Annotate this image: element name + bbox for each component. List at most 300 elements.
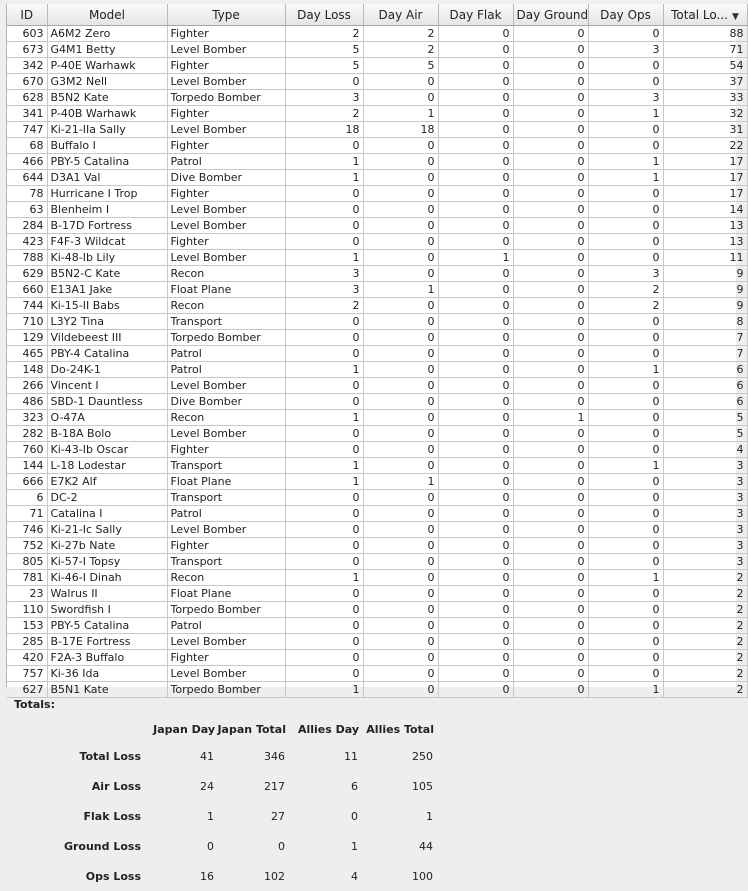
table-cell: Level Bomber [167, 42, 285, 58]
table-cell: 0 [588, 378, 663, 394]
table-cell: 0 [438, 490, 513, 506]
table-row[interactable] [7, 602, 747, 618]
table-cell: Dive Bomber [167, 170, 285, 186]
table-cell: Level Bomber [167, 218, 285, 234]
table-cell: 71 [7, 506, 47, 522]
table-cell: 17 [663, 186, 747, 202]
table-cell: 0 [285, 522, 363, 538]
table-cell: 466 [7, 154, 47, 170]
table-row[interactable] [7, 442, 747, 458]
table-cell: 0 [363, 218, 438, 234]
table-row[interactable] [7, 42, 747, 58]
table-cell: 0 [588, 314, 663, 330]
table-cell: 0 [285, 394, 363, 410]
table-cell: Ki-15-II Babs [47, 298, 167, 314]
table-row[interactable] [7, 122, 747, 138]
table-cell: Transport [167, 554, 285, 570]
table-row[interactable] [7, 682, 747, 698]
table-cell: 0 [588, 186, 663, 202]
table-cell: 0 [588, 474, 663, 490]
table-cell: 0 [588, 442, 663, 458]
table-cell: G4M1 Betty [47, 42, 167, 58]
table-cell: 603 [7, 26, 47, 42]
column-header[interactable] [285, 4, 363, 26]
table-cell: 805 [7, 554, 47, 570]
table-cell: B-17E Fortress [47, 634, 167, 650]
table-cell: Recon [167, 298, 285, 314]
totals-row [14, 741, 434, 771]
table-cell: 0 [513, 234, 588, 250]
table-cell: 0 [588, 74, 663, 90]
table-cell: 0 [438, 474, 513, 490]
table-cell: PBY-4 Catalina [47, 346, 167, 362]
table-row[interactable] [7, 362, 747, 378]
totals-value: 24 [200, 779, 214, 793]
table-cell: Recon [167, 410, 285, 426]
table-cell: 0 [513, 490, 588, 506]
totals-title: Totals: [14, 698, 55, 711]
column-header-label: Day Loss [297, 7, 351, 22]
table-cell: 3 [285, 90, 363, 106]
table-row[interactable] [7, 250, 747, 266]
table-cell: 0 [588, 602, 663, 618]
table-cell: 0 [363, 138, 438, 154]
table-cell: B5N2-C Kate [47, 266, 167, 282]
table-cell: 0 [588, 522, 663, 538]
table-cell: Fighter [167, 650, 285, 666]
table-cell: 148 [7, 362, 47, 378]
totals-corner [14, 717, 142, 741]
totals-column-header: Allies Total [366, 722, 434, 736]
table-row[interactable] [7, 186, 747, 202]
table-cell: 0 [513, 442, 588, 458]
table-cell: Fighter [167, 234, 285, 250]
table-cell: 1 [513, 410, 588, 426]
column-header[interactable] [663, 4, 747, 26]
table-row[interactable] [7, 74, 747, 90]
table-row[interactable] [7, 458, 747, 474]
table-row[interactable] [7, 474, 747, 490]
table-cell: Ki-21-IIa Sally [47, 122, 167, 138]
table-cell: 284 [7, 218, 47, 234]
table-cell: 5 [663, 426, 747, 442]
table-cell: 0 [513, 42, 588, 58]
table-cell: 0 [363, 330, 438, 346]
table-row[interactable] [7, 410, 747, 426]
table-cell: 1 [588, 362, 663, 378]
losses-table [7, 4, 748, 698]
table-cell: 0 [513, 170, 588, 186]
table-cell: 0 [285, 314, 363, 330]
table-cell: F4F-3 Wildcat [47, 234, 167, 250]
table-cell: 0 [363, 634, 438, 650]
table-cell: 752 [7, 538, 47, 554]
totals-row-label: Flak Loss [83, 809, 141, 823]
table-cell: 627 [7, 682, 47, 698]
table-cell: 18 [363, 122, 438, 138]
totals-value: 0 [278, 839, 285, 853]
column-header[interactable] [167, 4, 285, 26]
table-cell: SBD-1 Dauntless [47, 394, 167, 410]
table-cell: Fighter [167, 138, 285, 154]
totals-value: 16 [200, 869, 214, 883]
column-header-label: Day Ops [600, 7, 651, 22]
table-cell: L3Y2 Tina [47, 314, 167, 330]
table-cell: 6 [663, 378, 747, 394]
table-cell: 673 [7, 42, 47, 58]
table-cell: 0 [513, 298, 588, 314]
table-cell: 2 [363, 26, 438, 42]
table-cell: 0 [513, 682, 588, 698]
table-cell: Patrol [167, 362, 285, 378]
table-cell: 0 [438, 170, 513, 186]
table-cell: 1 [285, 682, 363, 698]
table-cell: 0 [363, 506, 438, 522]
column-header[interactable] [438, 4, 513, 26]
table-cell: 0 [438, 426, 513, 442]
table-cell: 1 [588, 154, 663, 170]
column-header-label: Day Flak [449, 7, 502, 22]
totals-header-row [14, 717, 434, 741]
totals-body [14, 741, 434, 891]
table-cell: 0 [513, 394, 588, 410]
table-row[interactable] [7, 26, 747, 42]
totals-value: 0 [207, 839, 214, 853]
table-cell: 0 [513, 90, 588, 106]
table-cell: Patrol [167, 346, 285, 362]
table-cell: 0 [438, 186, 513, 202]
table-row[interactable] [7, 90, 747, 106]
table-cell: 0 [285, 138, 363, 154]
table-cell: 0 [285, 74, 363, 90]
table-cell: Vincent I [47, 378, 167, 394]
table-row[interactable] [7, 282, 747, 298]
table-row[interactable] [7, 666, 747, 682]
table-cell: 0 [363, 554, 438, 570]
table-cell: 423 [7, 234, 47, 250]
table-cell: 0 [588, 634, 663, 650]
table-cell: 63 [7, 202, 47, 218]
table-body [7, 26, 747, 698]
table-cell: 3 [663, 538, 747, 554]
table-cell: 0 [438, 346, 513, 362]
table-cell: 1 [438, 250, 513, 266]
table-cell: 0 [588, 506, 663, 522]
table-row[interactable] [7, 394, 747, 410]
table-cell: 0 [513, 74, 588, 90]
table-cell: 1 [285, 250, 363, 266]
table-row[interactable] [7, 266, 747, 282]
table-row[interactable] [7, 346, 747, 362]
table-row[interactable] [7, 506, 747, 522]
table-cell: 0 [438, 394, 513, 410]
table-cell: 0 [363, 394, 438, 410]
table-cell: 628 [7, 90, 47, 106]
table-cell: 0 [588, 26, 663, 42]
table-cell: 2 [663, 602, 747, 618]
table-cell: 465 [7, 346, 47, 362]
table-cell: 266 [7, 378, 47, 394]
totals-row [14, 831, 434, 861]
table-cell: 0 [438, 58, 513, 74]
table-cell: 3 [588, 90, 663, 106]
table-cell: 0 [438, 26, 513, 42]
table-cell: 0 [363, 250, 438, 266]
table-row[interactable] [7, 218, 747, 234]
table-cell: 0 [588, 586, 663, 602]
table-cell: 282 [7, 426, 47, 442]
table-cell: Ki-27b Nate [47, 538, 167, 554]
table-cell: 0 [363, 682, 438, 698]
table-cell: 71 [663, 42, 747, 58]
table-cell: DC-2 [47, 490, 167, 506]
table-cell: 0 [513, 602, 588, 618]
table-cell: 0 [438, 442, 513, 458]
table-cell: B-18A Bolo [47, 426, 167, 442]
table-cell: 7 [663, 330, 747, 346]
table-cell: Torpedo Bomber [167, 682, 285, 698]
table-row[interactable] [7, 618, 747, 634]
table-cell: 0 [438, 602, 513, 618]
table-cell: 3 [663, 474, 747, 490]
table-cell: 0 [588, 122, 663, 138]
table-cell: B-17D Fortress [47, 218, 167, 234]
table-cell: F2A-3 Buffalo [47, 650, 167, 666]
table-cell: 0 [438, 458, 513, 474]
table-cell: 129 [7, 330, 47, 346]
table-cell: Transport [167, 314, 285, 330]
table-cell: Buffalo I [47, 138, 167, 154]
table-cell: Blenheim I [47, 202, 167, 218]
table-cell: 88 [663, 26, 747, 42]
table-cell: 0 [438, 634, 513, 650]
table-cell: 644 [7, 170, 47, 186]
table-cell: Fighter [167, 26, 285, 42]
table-cell: 9 [663, 266, 747, 282]
table-cell: 0 [285, 426, 363, 442]
table-cell: PBY-5 Catalina [47, 618, 167, 634]
table-cell: 0 [588, 538, 663, 554]
table-cell: Ki-46-I Dinah [47, 570, 167, 586]
table-cell: Recon [167, 570, 285, 586]
column-header-label: Type [212, 7, 240, 22]
table-cell: 0 [285, 234, 363, 250]
table-cell: Ki-48-Ib Lily [47, 250, 167, 266]
table-cell: 0 [363, 154, 438, 170]
table-cell: Float Plane [167, 474, 285, 490]
table-row[interactable] [7, 234, 747, 250]
table-cell: 2 [588, 282, 663, 298]
table-cell: 0 [363, 538, 438, 554]
table-cell: Level Bomber [167, 122, 285, 138]
table-cell: 0 [513, 202, 588, 218]
column-header[interactable] [7, 4, 47, 26]
totals-value: 217 [264, 779, 285, 793]
table-cell: 4 [663, 442, 747, 458]
column-header-label: Total Lo... [671, 7, 728, 22]
table-cell: 2 [285, 298, 363, 314]
table-row[interactable] [7, 106, 747, 122]
column-header[interactable] [363, 4, 438, 26]
table-cell: 0 [513, 570, 588, 586]
table-cell: 0 [285, 186, 363, 202]
table-row[interactable] [7, 586, 747, 602]
table-cell: 0 [588, 250, 663, 266]
table-cell: Torpedo Bomber [167, 330, 285, 346]
table-cell: 1 [285, 458, 363, 474]
table-cell: 0 [363, 74, 438, 90]
table-cell: Fighter [167, 58, 285, 74]
column-header[interactable] [47, 4, 167, 26]
table-cell: 760 [7, 442, 47, 458]
table-cell: Torpedo Bomber [167, 90, 285, 106]
table-cell: 0 [285, 330, 363, 346]
table-cell: 32 [663, 106, 747, 122]
table-cell: G3M2 Nell [47, 74, 167, 90]
table-cell: 6 [663, 394, 747, 410]
table-cell: 0 [363, 442, 438, 458]
totals-value: 102 [264, 869, 285, 883]
totals-value: 105 [412, 779, 433, 793]
table-cell: 110 [7, 602, 47, 618]
table-cell: 0 [438, 202, 513, 218]
table-row[interactable] [7, 202, 747, 218]
table-cell: 0 [363, 202, 438, 218]
table-cell: 0 [285, 602, 363, 618]
table-cell: 1 [363, 282, 438, 298]
table-row[interactable] [7, 570, 747, 586]
table-cell: 1 [588, 170, 663, 186]
table-cell: Level Bomber [167, 522, 285, 538]
table-cell: 0 [285, 586, 363, 602]
table-cell: 0 [285, 378, 363, 394]
table-cell: Patrol [167, 506, 285, 522]
table-cell: 0 [363, 618, 438, 634]
table-cell: 0 [588, 554, 663, 570]
table-cell: 0 [513, 634, 588, 650]
table-cell: 710 [7, 314, 47, 330]
table-cell: Level Bomber [167, 634, 285, 650]
table-cell: Hurricane I Trop [47, 186, 167, 202]
table-cell: 0 [285, 618, 363, 634]
table-cell: 3 [663, 490, 747, 506]
table-cell: 0 [438, 650, 513, 666]
table-row[interactable] [7, 138, 747, 154]
table-cell: 0 [438, 218, 513, 234]
table-cell: 5 [285, 42, 363, 58]
table-cell: 0 [285, 442, 363, 458]
table-row[interactable] [7, 58, 747, 74]
table-cell: 1 [285, 362, 363, 378]
table-cell: O-47A [47, 410, 167, 426]
totals-table [14, 717, 434, 891]
column-header[interactable] [588, 4, 663, 26]
table-row[interactable] [7, 554, 747, 570]
table-row[interactable] [7, 298, 747, 314]
totals-value: 11 [344, 749, 358, 763]
table-cell: Fighter [167, 442, 285, 458]
table-cell: 666 [7, 474, 47, 490]
table-cell: 0 [588, 650, 663, 666]
totals-row [14, 771, 434, 801]
table-row[interactable] [7, 314, 747, 330]
table-row[interactable] [7, 490, 747, 506]
table-cell: 1 [363, 474, 438, 490]
table-cell: 0 [438, 154, 513, 170]
table-cell: 323 [7, 410, 47, 426]
table-cell: 0 [438, 314, 513, 330]
table-cell: 2 [363, 42, 438, 58]
table-cell: 9 [663, 298, 747, 314]
table-cell: 0 [438, 74, 513, 90]
table-cell: A6M2 Zero [47, 26, 167, 42]
table-cell: 13 [663, 234, 747, 250]
table-cell: 1 [588, 682, 663, 698]
column-header-label: Day Ground [516, 7, 589, 22]
table-cell: 0 [363, 314, 438, 330]
table-cell: 3 [663, 458, 747, 474]
table-row[interactable] [7, 154, 747, 170]
table-cell: Ki-36 Ida [47, 666, 167, 682]
table-row[interactable] [7, 538, 747, 554]
table-cell: 757 [7, 666, 47, 682]
table-cell: 0 [285, 650, 363, 666]
table-cell: 0 [588, 394, 663, 410]
table-cell: 420 [7, 650, 47, 666]
table-row[interactable] [7, 330, 747, 346]
table-cell: 0 [513, 650, 588, 666]
table-cell: Swordfish I [47, 602, 167, 618]
table-cell: 0 [513, 506, 588, 522]
table-cell: 0 [285, 538, 363, 554]
table-cell: Ki-43-Ib Oscar [47, 442, 167, 458]
table-cell: 0 [438, 666, 513, 682]
table-row[interactable] [7, 426, 747, 442]
table-cell: 0 [513, 330, 588, 346]
table-cell: 5 [285, 58, 363, 74]
table-row[interactable] [7, 650, 747, 666]
table-cell: 0 [588, 426, 663, 442]
losses-table-viewport[interactable] [6, 4, 744, 696]
table-cell: 0 [438, 234, 513, 250]
table-cell: 2 [663, 618, 747, 634]
table-row[interactable] [7, 378, 747, 394]
table-cell: Patrol [167, 618, 285, 634]
table-cell: 0 [438, 522, 513, 538]
table-cell: Torpedo Bomber [167, 602, 285, 618]
table-row[interactable] [7, 634, 747, 650]
table-cell: 1 [285, 570, 363, 586]
table-cell: 0 [513, 458, 588, 474]
table-cell: 746 [7, 522, 47, 538]
table-cell: 0 [513, 554, 588, 570]
table-cell: P-40E Warhawk [47, 58, 167, 74]
table-cell: 660 [7, 282, 47, 298]
column-header[interactable] [513, 4, 588, 26]
table-cell: 0 [363, 346, 438, 362]
table-cell: Recon [167, 266, 285, 282]
table-cell: Catalina I [47, 506, 167, 522]
table-row[interactable] [7, 522, 747, 538]
table-cell: 0 [588, 58, 663, 74]
table-cell: 0 [363, 266, 438, 282]
table-cell: 0 [363, 234, 438, 250]
totals-value: 1 [207, 809, 214, 823]
table-cell: 3 [663, 522, 747, 538]
totals-value: 346 [264, 749, 285, 763]
table-row[interactable] [7, 170, 747, 186]
totals-value: 6 [351, 779, 358, 793]
